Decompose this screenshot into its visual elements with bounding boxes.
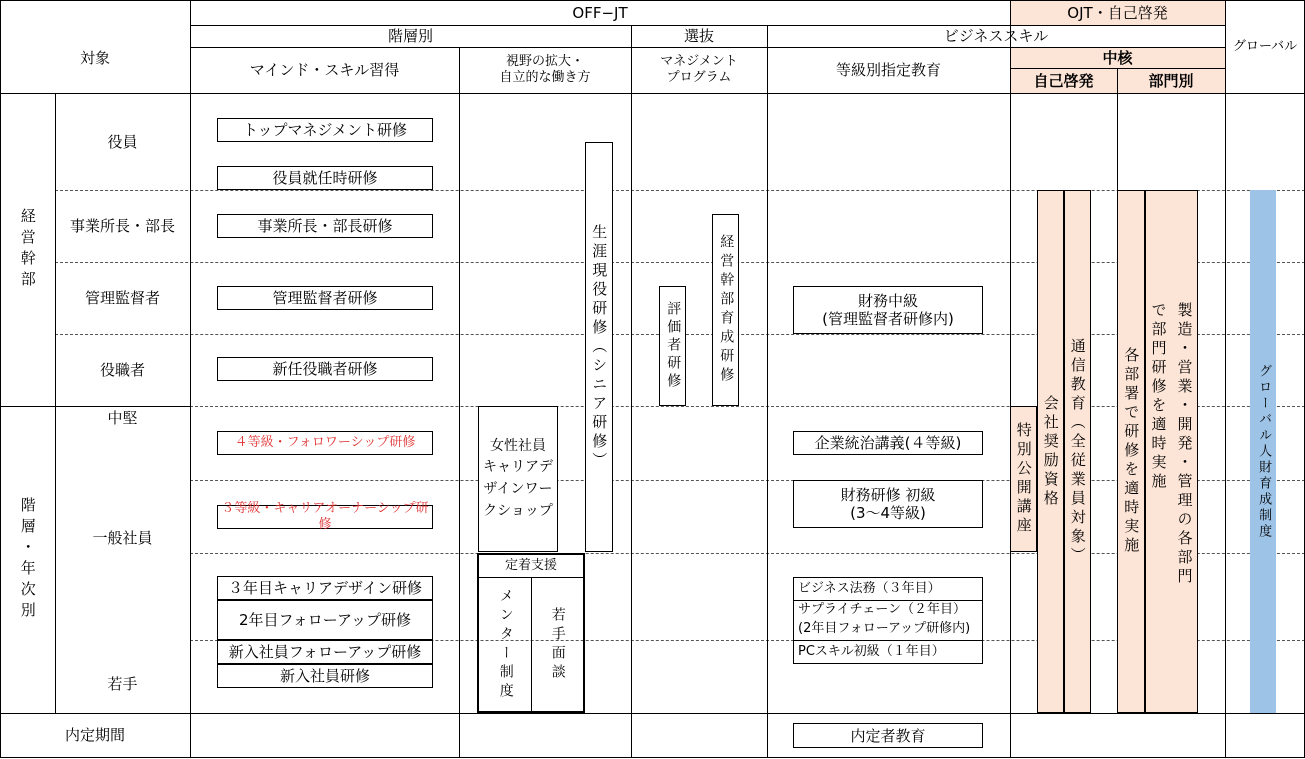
row-supervisor: 管理監督者 (84, 289, 160, 307)
program-governance: 企業統治講義(４等級) (793, 431, 983, 455)
program-certification-label: 会社奨励資格 (1041, 394, 1060, 509)
program-evaluator (659, 286, 686, 406)
ojt-header: OJT・自己啓発 (1067, 3, 1168, 22)
program-open-course-label: 特別公開講座 (1014, 422, 1033, 536)
self-dev-header: 自己啓発 (1033, 71, 1094, 90)
program-exec-dev-label: 経営幹部育成研修 (718, 234, 735, 386)
program-pc-skill: PCスキル初級（１年目） (798, 644, 945, 659)
layered-header: 階層別 (387, 27, 433, 45)
core-header: 中核 (1102, 48, 1133, 67)
program-skill-list (793, 577, 983, 664)
selection-header: 選抜 (683, 27, 714, 45)
retention-box (477, 553, 585, 713)
program-each-dept-label: 各部署で研修を適時実施 (1122, 347, 1141, 556)
program-correspondence (1064, 190, 1091, 713)
by-dept-header: 部門別 (1148, 71, 1194, 90)
program-lifelong (585, 142, 613, 552)
program-grade3: ３等級・キャリアオーナーシップ研修 (217, 505, 433, 529)
program-supply-chain-note: (2年目フォローアップ研修内) (798, 621, 971, 636)
business-skill-header: ビジネススキル (943, 27, 1049, 45)
program-finance-basic: 財務研修 初級 (3〜4等級) (793, 480, 983, 528)
program-career3: ３年目キャリアデザイン研修 (217, 576, 433, 600)
mentor-label: メンター制度 (497, 587, 514, 702)
mgmt-program-header: マネジメント プログラム (660, 54, 738, 85)
program-supervisor: 管理監督者研修 (217, 286, 433, 310)
program-finance-mid: 財務中級 (管理監督者研修内) (793, 286, 983, 334)
grade-edu-header: 等級別指定教育 (835, 61, 941, 79)
group-level-year: 階層・年次別 (18, 496, 37, 623)
program-women-career: 女性社員 キャリアデ ザインワー クショップ (478, 406, 558, 552)
program-grade4: ４等級・フォロワーシップ研修 (217, 431, 433, 455)
vision-header: 視野の拡大・ 自立的な働き方 (499, 54, 591, 85)
target-header: 対象 (79, 48, 110, 67)
mind-skill-header: マインド・スキル習得 (249, 61, 400, 79)
program-business-law: ビジネス法務（３年目） (798, 581, 941, 596)
row-branch-manager: 事業所長・部長 (69, 217, 175, 235)
program-mfg-dept-label: 製造・営業・開発・管理の各部門で部門研修を適時実施 (1149, 301, 1194, 587)
row-manager: 役職者 (99, 361, 145, 379)
program-followup2: 2年目フォローアップ研修 (217, 600, 433, 640)
program-newcomer-followup: 新入社員フォローアップ研修 (217, 640, 433, 664)
program-new-manager: 新任役職者研修 (217, 357, 433, 381)
row-officer: 役員 (107, 132, 138, 151)
program-certification (1037, 190, 1064, 713)
program-lifelong-label: 生涯現役研修（シニア研修） (590, 223, 609, 471)
program-open-course (1010, 406, 1037, 552)
group-naitei-period: 内定期間 (64, 726, 125, 744)
program-officer-new: 役員就任時研修 (217, 166, 433, 190)
young-interview-label: 若手面談 (549, 606, 566, 683)
program-branch-mgr: 事業所長・部長研修 (217, 214, 433, 238)
program-exec-dev (712, 214, 739, 406)
program-correspondence-label: 通信教育（全従業員対象） (1068, 337, 1087, 566)
row-young: 若手 (107, 675, 138, 693)
retention-label: 定着支援 (479, 555, 583, 578)
program-naitei-edu: 内定者教育 (793, 723, 983, 748)
program-top-mgmt: トップマネジメント研修 (217, 118, 433, 142)
group-executive: 経営幹部 (18, 207, 37, 292)
program-global-hr (1250, 190, 1276, 713)
program-supply-chain: サプライチェーン（２年目） (798, 602, 966, 617)
row-general: 一般社員 (92, 529, 153, 547)
program-each-dept (1117, 190, 1145, 713)
program-mfg-dept (1145, 190, 1198, 713)
program-global-hr-label: グローバル人財育成制度 (1256, 363, 1272, 540)
row-mid: 中堅 (107, 409, 138, 427)
global-header: グローバル (1232, 38, 1298, 54)
off-jt-header: OFF−JT (572, 3, 628, 22)
program-newcomer: 新入社員研修 (217, 664, 433, 688)
program-evaluator-label: 評価者研修 (665, 301, 682, 391)
